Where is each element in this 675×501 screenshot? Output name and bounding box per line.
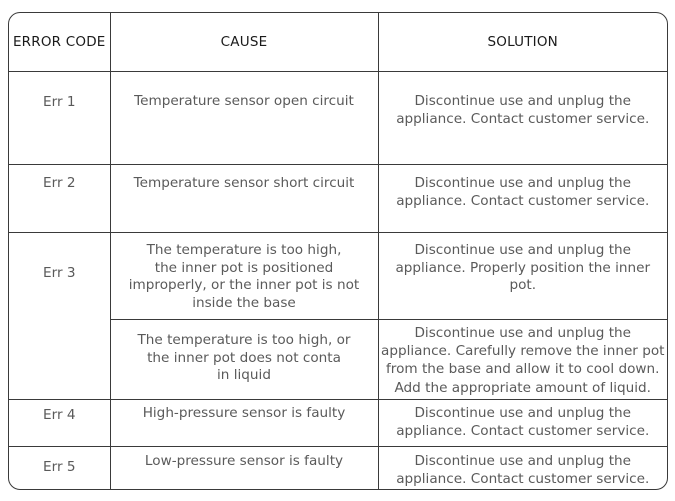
error-code-cell: Err 3: [9, 233, 110, 400]
solution-cell: [378, 320, 667, 400]
solution-cell: [378, 447, 667, 490]
error-code-cell: Err 5: [9, 447, 110, 490]
cause-cell: [110, 165, 378, 233]
solution-line: appliance. Contact customer service.: [396, 192, 650, 209]
solution-line: Discontinue use and unplug the: [414, 242, 632, 258]
table-header-row: [9, 13, 667, 72]
header-solution: SOLUTION: [378, 13, 667, 72]
solution-line: Discontinue use and unplug the: [414, 325, 632, 341]
solution-line: from the base and allow it to cool down.: [386, 361, 660, 378]
cause-cell: [110, 320, 378, 400]
solution-line: appliance. Contact customer service.: [396, 470, 650, 487]
cause-line: High-pressure sensor is faulty: [142, 405, 346, 421]
table-row: [9, 233, 667, 320]
solution-line: Discontinue use and unplug the: [414, 93, 632, 109]
solution-line: appliance. Carefully remove the inner pot: [381, 343, 665, 360]
table-row: [9, 447, 667, 490]
error-code-cell: Err 4: [9, 400, 110, 447]
solution-line: Discontinue use and unplug the: [414, 453, 632, 469]
header-cause: CAUSE: [110, 13, 378, 72]
cause-cell: [110, 72, 378, 165]
cause-cell: [110, 447, 378, 490]
error-code-table-frame: [8, 12, 668, 490]
error-code-table: [9, 13, 667, 489]
solution-line: appliance. Contact customer service.: [396, 110, 650, 127]
solution-line: Add the appropriate amount of liquid.: [394, 379, 652, 396]
cause-line: The temperature is too high, or: [137, 332, 351, 348]
cause-line: in liquid: [217, 367, 271, 383]
cause-line: The temperature is too high,: [146, 242, 342, 258]
cause-line: Temperature sensor short circuit: [133, 175, 355, 191]
cause-line: improperly, or the inner pot is not: [128, 277, 360, 293]
solution-cell: [378, 72, 667, 165]
solution-line: appliance. Contact customer service.: [396, 422, 650, 439]
cause-line: inside the base: [192, 294, 296, 311]
solution-cell: [378, 165, 667, 233]
solution-cell: [378, 400, 667, 447]
cause-line: the inner pot does not conta: [147, 349, 341, 366]
table-row: [9, 72, 667, 165]
cause-cell: [110, 233, 378, 320]
cause-line: the inner pot is positioned: [154, 259, 334, 276]
solution-cell: [378, 233, 667, 320]
cause-line: Low-pressure sensor is faulty: [144, 453, 344, 469]
table-row: [9, 165, 667, 233]
cause-line: Temperature sensor open circuit: [134, 93, 354, 109]
solution-line: Discontinue use and unplug the: [414, 405, 632, 421]
error-code-cell: Err 1: [9, 72, 110, 165]
cause-cell: [110, 400, 378, 447]
solution-line: Discontinue use and unplug the: [414, 175, 632, 191]
table-row: [9, 400, 667, 447]
solution-line: pot.: [509, 277, 537, 293]
header-error-code: ERROR CODE: [9, 13, 110, 72]
solution-line: appliance. Properly position the inner: [395, 259, 651, 276]
error-code-cell: Err 2: [9, 165, 110, 233]
